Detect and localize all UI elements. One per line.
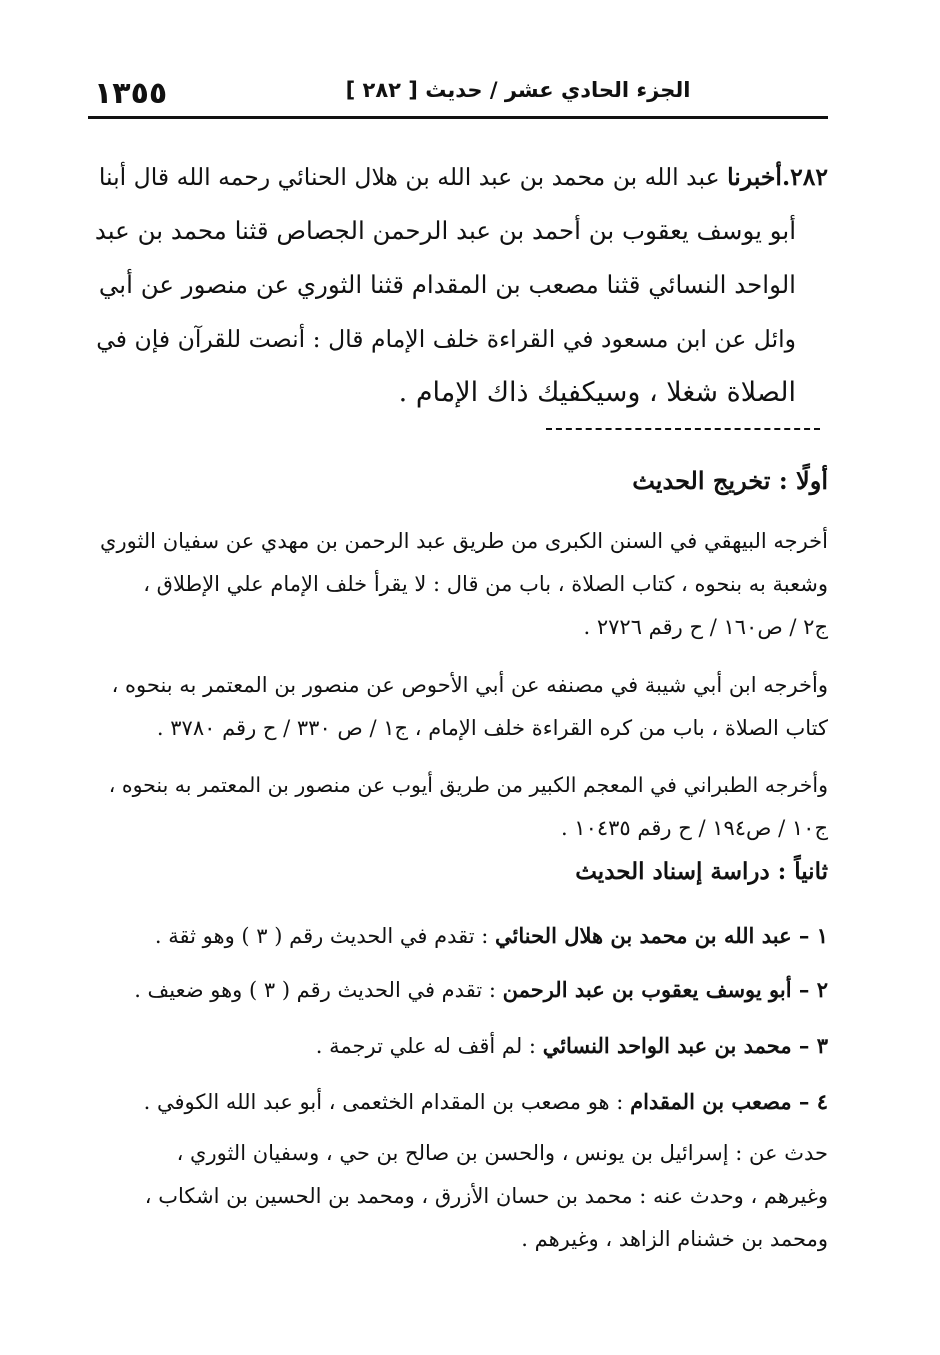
narrator-4-details (92, 1132, 828, 1261)
narrator-4-name: ٤ – مصعب بن المقدام (630, 1089, 828, 1114)
details-line-3: ومحمد بن خشنام الزاهد ، وغيرهم . (521, 1227, 828, 1251)
header-divider (88, 116, 828, 119)
narrator-4-note: : هو مصعب بن المقدام الخثعمى ، أبو عبد الله الكوفي . (143, 1090, 631, 1114)
narrator-1-note: : تقدم في الحديث رقم ( ٣ ) وهو ثقة . (154, 924, 496, 948)
narrator-1-name: ١ – عبد الله بن محمد بن هلال الحنائي (495, 923, 828, 948)
running-title: الجزء الحادي عشر / حديث [ ٢٨٢ ] (345, 78, 691, 102)
takhrij-p3-line-2: ج١٠ / ص١٩٤ / ح رقم ١٠٤٣٥ . (560, 816, 828, 840)
narrator-3-note: : لم أقف له علي ترجمة . (315, 1034, 543, 1058)
takhrij-p3-line-1: وأخرجه الطبراني في المعجم الكبير من طريق أيوب عن منصور بن المعتمر به بنحوه ، (108, 773, 828, 797)
dashed-separator (546, 428, 820, 430)
takhrij-p1-line-1: أخرجه البيهقي في السنن الكبرى من طريق عبد الرحمن بن مهدي عن سفيان الثوري (100, 529, 828, 553)
hadith-line-1-text: عبد الله بن محمد بن عبد الله بن هلال الحنائي رحمه الله قال أبنا (98, 163, 720, 191)
details-line-2: وغيرهم ، وحدث عنه : محمد بن حسان الأزرق ، ومحمد بن الحسين بن اشكاب ، (144, 1184, 828, 1208)
narrator-2-note: : تقدم في الحديث رقم ( ٣ ) وهو ضعيف . (134, 978, 503, 1002)
hadith-line-1 (88, 150, 828, 204)
narrator-3-name: ٣ – محمد بن عبد الواحد النسائي (542, 1033, 828, 1058)
isnad-section (92, 858, 828, 885)
hadith-line-2: أبو يوسف يعقوب بن أحمد بن عبد الرحمن الجصاص قثنا محمد بن عبد (94, 216, 796, 245)
hadith-line-5: الصلاة شغلا ، وسيكفيك ذاك الإمام . (398, 377, 796, 408)
narrator-2 (92, 968, 828, 1012)
narrator-2-name: ٢ – أبو يوسف يعقوب بن عبد الرحمن (502, 977, 828, 1002)
takhrij-p2-line-2: كتاب الصلاة ، باب من كره القراءة خلف الإمام ، ج١ / ص ٣٣٠ / ح رقم ٣٧٨٠ . (156, 716, 828, 740)
takhrij-p2-line-1: وأخرجه ابن أبي شيبة في مصنفه عن أبي الأحوص عن منصور بن المعتمر به بنحوه ، (111, 673, 828, 697)
narrator-1 (92, 914, 828, 958)
takhrij-p1-line-3: ج٢ / ص١٦٠ / ح رقم ٢٧٢٦ . (583, 615, 828, 639)
details-line-1: حدث عن : إسرائيل بن يونس ، والحسن بن صالح بن حي ، وسفيان الثوري ، (176, 1141, 828, 1165)
hadith-line-3: الواحد النسائي قثنا مصعب بن المقدام قثنا الثوري عن منصور عن أبي (98, 270, 796, 299)
narrator-3 (92, 1024, 828, 1068)
takhrij-section (92, 466, 828, 495)
narrator-4 (92, 1080, 828, 1124)
hadith-text (88, 150, 828, 420)
isnad-heading: ثانياً : دراسة إسناد الحديث (575, 858, 828, 885)
takhrij-paragraph-2 (92, 664, 828, 750)
takhrij-p1-line-2: وشعبة به بنحوه ، كتاب الصلاة ، باب من قال : لا يقرأ خلف الإمام علي الإطلاق ، (143, 572, 828, 596)
takhrij-heading: أولًا : تخريج الحديث (632, 466, 828, 495)
takhrij-paragraph-1 (92, 520, 828, 649)
page-number: ١٣٥٥ (94, 76, 168, 111)
hadith-line-4: وائل عن ابن مسعود في القراءة خلف الإمام قال : أنصت للقرآن فإن في (96, 325, 796, 353)
page-header (88, 68, 828, 116)
hadith-lead-word: أخبرنا (727, 163, 782, 191)
hadith-number: ٢٨٢. (781, 163, 828, 191)
takhrij-paragraph-3 (92, 764, 828, 850)
